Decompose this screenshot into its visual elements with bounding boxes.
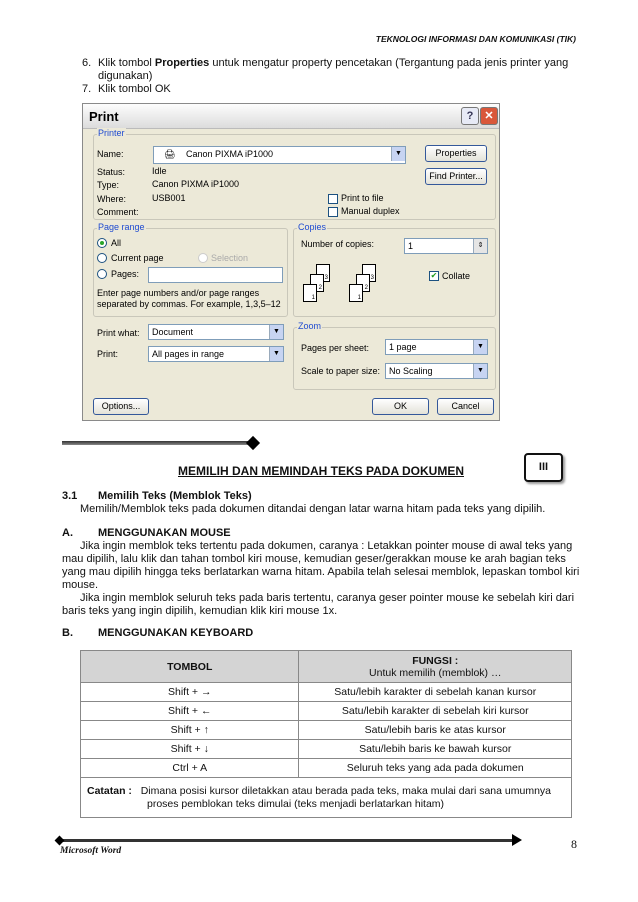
- type-value: Canon PIXMA iP1000: [152, 179, 240, 189]
- chevron-down-icon: ▼: [391, 147, 405, 161]
- print-label: Print:: [97, 349, 119, 359]
- header-tombol: TOMBOL: [81, 651, 299, 683]
- section-b-title: MENGGUNAKAN KEYBOARD: [98, 627, 254, 639]
- section-a-number: A.: [62, 527, 73, 539]
- running-header: TEKNOLOGI INFORMASI DAN KOMUNIKASI (TIK): [375, 34, 576, 44]
- collate-checkbox[interactable]: ✔: [430, 271, 438, 280]
- dialog-title: Print: [89, 109, 119, 124]
- cancel-button[interactable]: Cancel: [437, 398, 494, 415]
- printer-name-select[interactable]: 🖨 Canon PIXMA iP1000 ▼: [153, 146, 406, 164]
- chevron-down-icon: ▼: [473, 340, 487, 354]
- printer-icon: 🖨: [164, 149, 176, 159]
- table-row: Shift + ↑ Satu/lebih baris ke atas kursor: [81, 721, 572, 740]
- manual-duplex-checkbox[interactable]: [328, 207, 338, 217]
- paragraph-line: Jika ingin memblok teks tertentu pada dokumen, caranya : Letakkan pointer mouse di awal teks yang: [80, 540, 573, 552]
- selection-label: Selection: [211, 253, 249, 263]
- footer-diamond: [55, 836, 65, 846]
- scale-label: Scale to paper size:: [301, 366, 381, 376]
- paragraph-line: baris teks yang ingin dipilih, kemudian klik kiri mouse 1x.: [62, 605, 338, 617]
- all-label: All: [111, 238, 122, 248]
- section-a-title: MENGGUNAKAN MOUSE: [98, 527, 231, 539]
- section-3-1-number: 3.1: [62, 490, 78, 502]
- help-icon[interactable]: ?: [461, 107, 479, 125]
- header-fungsi: FUNGSI : Untuk memilih (memblok) …: [299, 651, 572, 683]
- properties-button[interactable]: Properties: [425, 145, 487, 162]
- step-6-text: Klik tombol Properties untuk mengatur property pencetakan (Tergantung pada jenis printer yang: [98, 57, 569, 69]
- paragraph-line: yang mau dipilih hingga teks berlatarkan warna hitam. Apabila telah selesai memblok, lepaskan tombol kiri: [62, 566, 580, 578]
- current-page-label: Current page: [111, 253, 164, 263]
- zoom-label: Zoom: [298, 321, 322, 331]
- pages-per-sheet-label: Pages per sheet:: [301, 343, 370, 353]
- name-label: Name:: [97, 149, 124, 159]
- page-number: 8: [571, 837, 577, 851]
- print-to-file-label: Print to file: [341, 193, 384, 203]
- spinner-icon: ⇕: [473, 239, 487, 253]
- pages-radio[interactable]: [97, 269, 107, 279]
- chevron-down-icon: ▼: [473, 364, 487, 378]
- table-note-row: Catatan : Dimana posisi kursor diletakkan atau berada pada teks, maka mulai dari sana umumnya proses pemblokan teks dimulai (teks menjadi berlatarkan hitam): [81, 778, 572, 818]
- section-3-1-title: Memilih Teks (Memblok Teks): [98, 490, 252, 502]
- paragraph-line: mouse.: [62, 579, 99, 591]
- print-what-label: Print what:: [97, 328, 140, 338]
- footer-app-name: Microsoft Word: [60, 846, 122, 856]
- page-range-label: Page range: [98, 222, 145, 232]
- keyboard-shortcut-table: [80, 650, 572, 818]
- close-icon[interactable]: ✕: [480, 107, 498, 125]
- status-label: Status:: [97, 167, 126, 177]
- copies-spinner[interactable]: 1 ⇕: [404, 238, 488, 254]
- divider-diamond: [246, 436, 260, 450]
- page-range-hint-1: Enter page numbers and/or page ranges: [97, 288, 260, 298]
- table-row: Shift + → Satu/lebih karakter di sebelah kanan kursor: [81, 683, 572, 702]
- paragraph-line: Jika ingin memblok seluruh teks pada baris tertentu, caranya geser pointer mouse ke sebelah kiri dari: [80, 592, 575, 604]
- pages-label: Pages:: [111, 269, 140, 279]
- table-row: Shift + ← Satu/lebih karakter di sebelah kiri kursor: [81, 702, 572, 721]
- chapter-title: MEMILIH DAN MEMINDAH TEKS PADA DOKUMEN: [178, 464, 464, 478]
- where-label: Where:: [97, 194, 127, 204]
- footer-arrow: [512, 834, 522, 846]
- copies-label: Copies: [298, 222, 327, 232]
- table-row: Shift + ↓ Satu/lebih baris ke bawah kursor: [81, 740, 572, 759]
- paragraph-line: mau dipilih, lalu klik dan tahan tombol kiri mouse, kemudian geser/gerakkan mouse ke arah bagian teks: [62, 553, 566, 565]
- printer-group-label: Printer: [98, 128, 125, 138]
- step-7-number: 7.: [82, 83, 92, 95]
- find-printer-button[interactable]: Find Printer...: [425, 168, 487, 185]
- chapter-badge: III: [524, 453, 563, 482]
- step-6-number: 6.: [82, 57, 92, 69]
- collate-label: Collate: [442, 271, 471, 281]
- section-b-number: B.: [62, 627, 73, 639]
- options-button[interactable]: Options...: [93, 398, 149, 415]
- print-what-select[interactable]: Document ▼: [148, 324, 284, 340]
- type-label: Type:: [97, 180, 120, 190]
- print-dialog: Print ? ✕ Printer Name: 🖨 Canon PIXMA iP1000 ▼ Status: Idle Type: Canon PIXMA iP1000 Where: USB001 Comment: Properties Find Printer... Print to file Manual duplex Page range All Current page Selection Pages: Enter page numbers and/or page ranges separated by commas. For example, 1,3,5–12 Copies Number of copies: 1 ⇕ 3 2 1 3 2 1 ✔ Collate Print what: Document ▼ Print: All pages in range ▼ Zoom Pages per sheet: 1 page ▼ Scale to paper size: No Scaling ▼ Options... OK Cancel: [82, 103, 500, 421]
- print-to-file-checkbox[interactable]: [328, 194, 338, 204]
- manual-duplex-label: Manual duplex: [341, 206, 400, 216]
- number-of-copies-label: Number of copies:: [301, 239, 375, 249]
- pages-per-sheet-select[interactable]: 1 page ▼: [385, 339, 488, 355]
- table-row: Ctrl + A Seluruh teks yang ada pada dokumen: [81, 759, 572, 778]
- pages-input[interactable]: [148, 267, 283, 283]
- status-value: Idle: [152, 166, 167, 176]
- chevron-down-icon: ▼: [269, 347, 283, 361]
- comment-label: Comment:: [97, 207, 139, 217]
- ok-button[interactable]: OK: [372, 398, 429, 415]
- all-radio[interactable]: [97, 238, 107, 248]
- step-6-cont: digunakan): [98, 70, 153, 82]
- scale-select[interactable]: No Scaling ▼: [385, 363, 488, 379]
- zoom-group: [293, 321, 496, 390]
- page-range-hint-2: separated by commas. For example, 1,3,5–12: [97, 299, 281, 309]
- where-value: USB001: [152, 193, 186, 203]
- print-select[interactable]: All pages in range ▼: [148, 346, 284, 362]
- selection-radio[interactable]: [198, 253, 208, 263]
- divider-line: [62, 441, 252, 445]
- footer-line: [60, 839, 515, 842]
- step-7-text: Klik tombol OK: [98, 83, 171, 95]
- dialog-titlebar: [83, 104, 499, 129]
- section-3-1-body: Memilih/Memblok teks pada dokumen ditandai dengan latar warna hitam pada teks yang dipilih.: [80, 503, 546, 515]
- current-page-radio[interactable]: [97, 253, 107, 263]
- chevron-down-icon: ▼: [269, 325, 283, 339]
